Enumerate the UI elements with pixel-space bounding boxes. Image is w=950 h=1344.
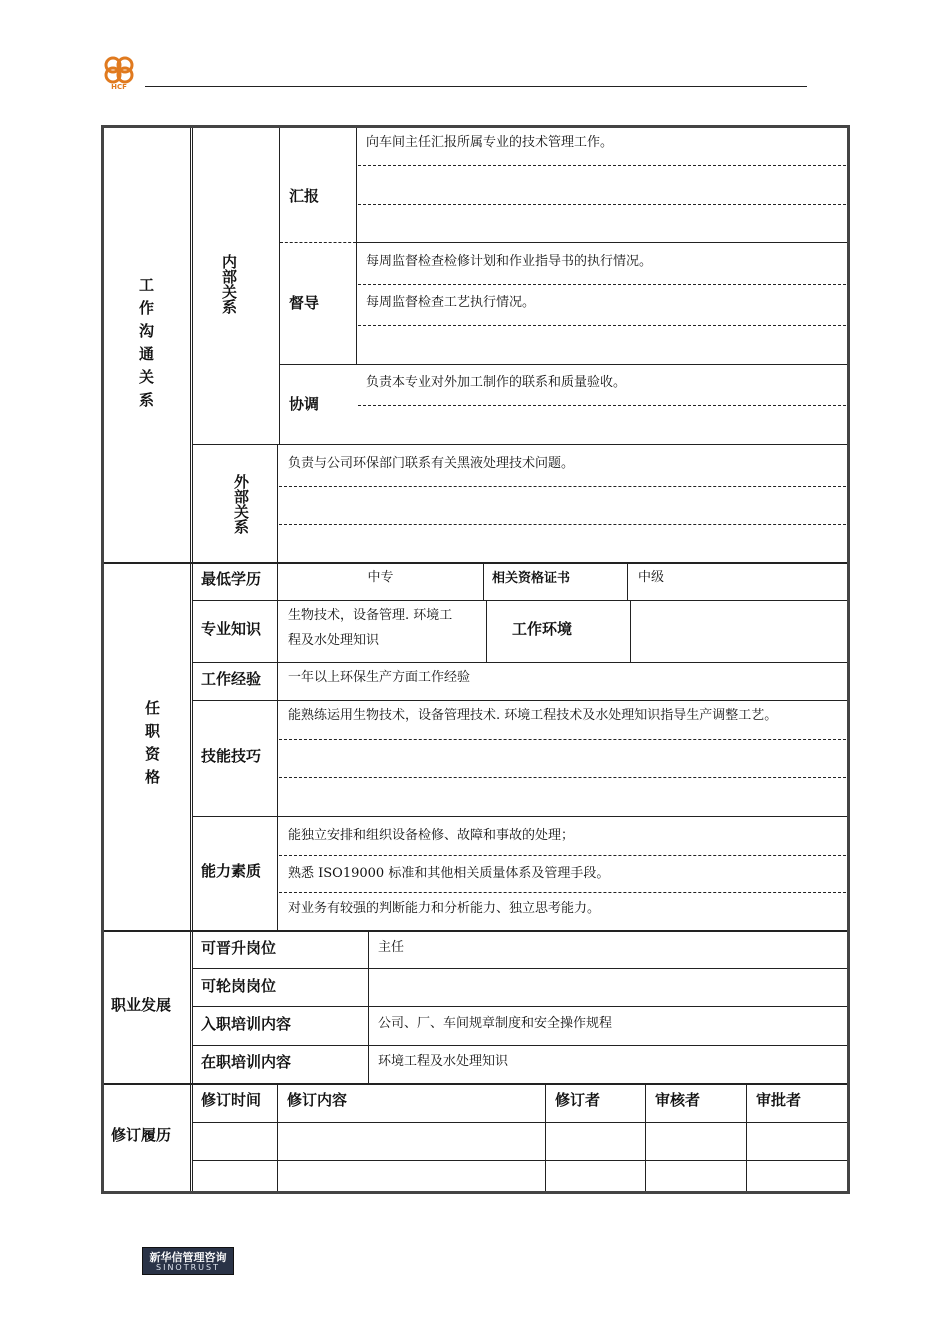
- dashed-separator: [279, 739, 846, 740]
- supervise-label: 督导: [289, 294, 320, 312]
- skills-line-1: 能熟练运用生物技术，设备管理技术. 环境工程技术及水处理知识指导生产调整工艺。: [288, 708, 778, 723]
- education-label: 最低学历: [201, 570, 262, 588]
- footer-logo-cn: 新华信管理咨询: [149, 1251, 227, 1264]
- career-row-value: 公司、厂、车间规章制度和安全操作规程: [378, 1016, 613, 1031]
- dashed-separator: [358, 204, 846, 205]
- sinotrust-logo: [142, 1247, 234, 1275]
- ability-line-3: 对业务有较强的判断能力和分析能力、独立思考能力。: [288, 901, 601, 916]
- revision-header-approver: 审批者: [756, 1091, 802, 1109]
- career-row-label: 在职培训内容: [201, 1053, 292, 1071]
- divider: [368, 932, 369, 1083]
- report-line-1: 向车间主任汇报所属专业的技术管理工作。: [366, 135, 614, 150]
- career-row-value: 环境工程及水处理知识: [378, 1054, 509, 1069]
- divider: [104, 562, 847, 564]
- certificate-label: 相关资格证书: [492, 571, 571, 586]
- divider: [192, 816, 847, 817]
- divider: [277, 444, 278, 562]
- divider: [192, 1122, 847, 1123]
- dashed-separator: [358, 405, 846, 406]
- coordinate-line-1: 负责本专业对外加工制作的联系和质量验收。: [366, 375, 627, 390]
- ability-line-2: 熟悉 ISO19000 标准和其他相关质量体系及管理手段。: [288, 866, 610, 881]
- divider: [192, 662, 847, 663]
- revision-header-time: 修订时间: [201, 1091, 262, 1109]
- divider: [192, 968, 847, 969]
- divider: [645, 1085, 646, 1191]
- revision-header-content: 修订内容: [287, 1091, 348, 1109]
- career-row-value: 主任: [378, 940, 405, 955]
- dashed-separator: [279, 777, 846, 778]
- divider: [486, 601, 487, 662]
- divider: [279, 128, 280, 444]
- career-row-label: 入职培训内容: [201, 1015, 292, 1033]
- dashed-separator: [358, 165, 846, 166]
- divider: [190, 128, 191, 1191]
- ability-line-1: 能独立安排和组织设备检修、故障和事故的处理；: [288, 828, 575, 843]
- divider: [483, 564, 484, 600]
- dashed-separator: [279, 486, 846, 487]
- ability-label: 能力素质: [201, 862, 262, 880]
- footer-logo-en: SINOTRUST: [156, 1263, 220, 1272]
- divider: [192, 600, 847, 601]
- external-line-1: 负责与公司环保部门联系有关黑液处理技术问题。: [288, 456, 575, 471]
- divider: [192, 128, 193, 1191]
- report-label: 汇报: [289, 187, 320, 205]
- divider: [192, 700, 847, 701]
- divider: [104, 930, 847, 932]
- environment-label: 工作环境: [512, 620, 573, 638]
- dashed-separator: [279, 855, 846, 856]
- supervise-line-1: 每周监督检查检修计划和作业指导书的执行情况。: [366, 254, 653, 269]
- internal-relations-label: 内部关系: [220, 254, 238, 314]
- revision-header-reviewer: 审核者: [655, 1091, 701, 1109]
- divider: [630, 601, 631, 662]
- knowledge-value-line-1: 生物技术，设备管理. 环境工: [288, 608, 453, 623]
- logo-text: HCF: [111, 83, 127, 91]
- hcf-logo: [100, 55, 138, 91]
- experience-value: 一年以上环保生产方面工作经验: [288, 670, 471, 685]
- knowledge-label: 专业知识: [201, 620, 262, 638]
- divider: [277, 564, 278, 930]
- coordinate-label: 协调: [289, 395, 320, 413]
- divider: [192, 444, 847, 445]
- career-row-label: 可晋升岗位: [201, 939, 277, 957]
- certificate-value: 中级: [638, 570, 665, 585]
- experience-label: 工作经验: [201, 670, 262, 688]
- divider: [746, 1085, 747, 1191]
- divider: [192, 1006, 847, 1007]
- education-value: 中专: [367, 570, 394, 585]
- divider: [545, 1085, 546, 1191]
- dashed-separator: [358, 284, 846, 285]
- career-row-label: 可轮岗岗位: [201, 977, 277, 995]
- revision-section-label: 修订履历: [111, 1126, 172, 1144]
- communication-section-label: 工作沟通关系: [137, 277, 155, 415]
- divider: [627, 564, 628, 600]
- external-relations-label: 外部关系: [232, 474, 250, 534]
- skills-label: 技能技巧: [201, 747, 262, 765]
- career-section-label: 职业发展: [111, 996, 172, 1014]
- divider: [104, 1083, 847, 1085]
- divider: [192, 1160, 847, 1161]
- divider: [192, 1045, 847, 1046]
- dashed-separator: [279, 892, 846, 893]
- supervise-line-2: 每周监督检查工艺执行情况。: [366, 295, 536, 310]
- qualification-section-label: 任职资格: [143, 700, 161, 792]
- dashed-separator: [358, 325, 846, 326]
- revision-header-reviser: 修订者: [555, 1091, 601, 1109]
- divider: [356, 242, 847, 243]
- divider: [356, 128, 357, 364]
- divider: [280, 364, 847, 365]
- header-rule: [145, 86, 807, 87]
- dashed-separator: [279, 524, 846, 525]
- knowledge-value-line-2: 程及水处理知识: [288, 633, 380, 648]
- divider: [277, 1085, 278, 1191]
- dashed-separator: [280, 242, 356, 243]
